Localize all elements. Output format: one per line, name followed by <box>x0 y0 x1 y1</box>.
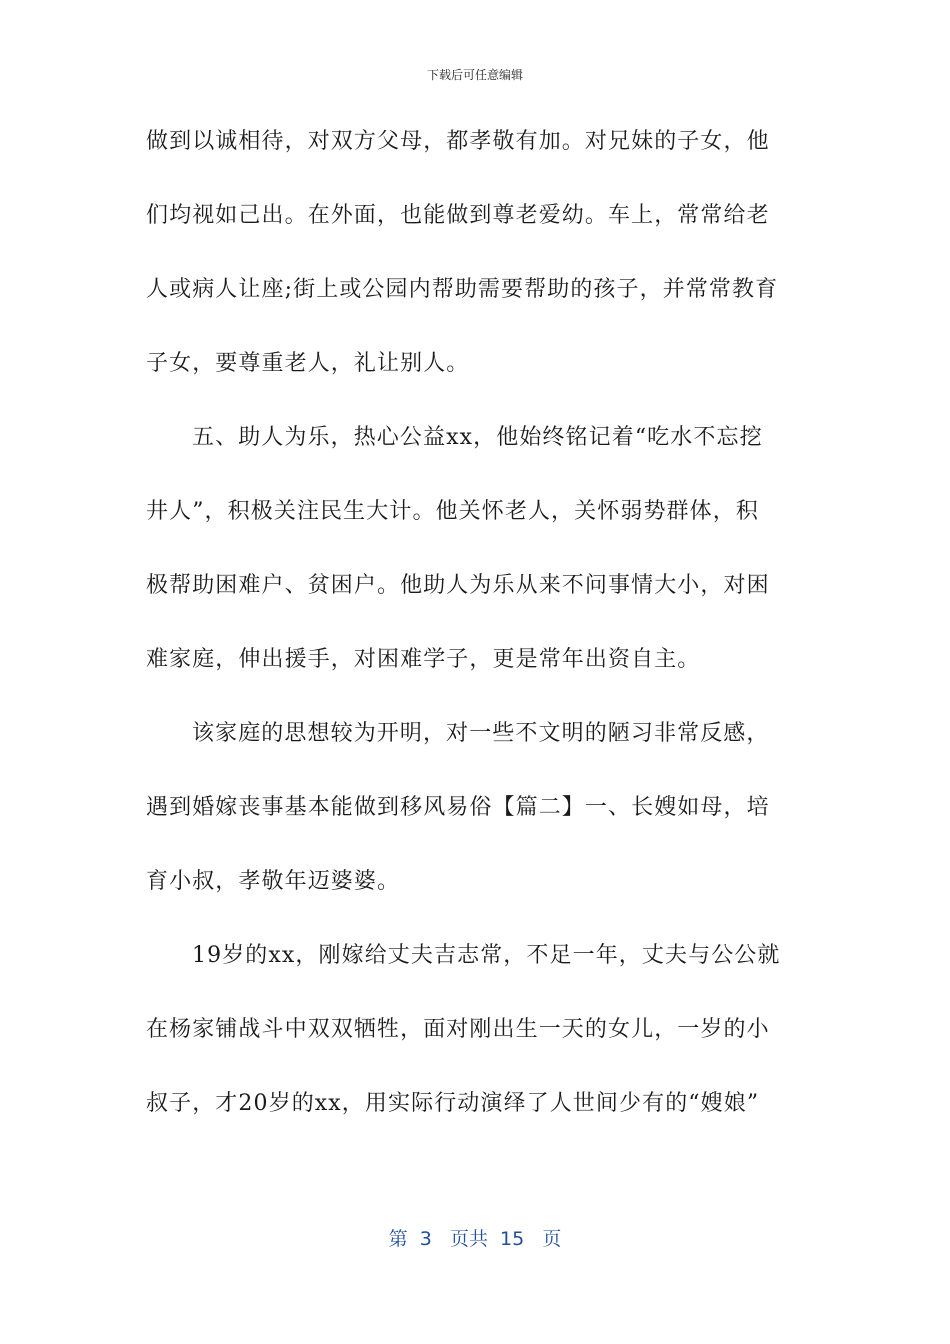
body-line: 井人”，积极关注民生大计。他关怀老人，关怀弱势群体，积 <box>146 499 759 524</box>
body-line: 遇到婚嫁丧事基本能做到移风易俗【篇二】一、长嫂如母，培 <box>146 795 770 820</box>
body-line: 极帮助困难户、贫困户。他助人为乐从来不问事情大小，对困 <box>146 573 770 598</box>
body-line: 子女，要尊重老人，礼让别人。 <box>146 351 470 376</box>
body-line: 们均视如己出。在外面，也能做到尊老爱幼。车上，常常给老 <box>146 203 770 228</box>
body-line: 19岁的xx，刚嫁给丈夫吉志常，不足一年，丈夫与公公就 <box>192 943 781 968</box>
page-header: 下载后可任意编辑 <box>426 68 523 82</box>
body-line: 育小叔，孝敬年迈婆婆。 <box>146 869 401 894</box>
page-number-footer: 第 3 页共 15 页 <box>388 1228 562 1250</box>
body-line: 难家庭，伸出援手，对困难学子，更是常年出资自主。 <box>146 647 701 672</box>
body-line: 在杨家铺战斗中双双牺牲，面对刚出生一天的女儿，一岁的小 <box>146 1017 770 1042</box>
body-line: 叔子，才20岁的xx，用实际行动演绎了人世间少有的“嫂娘” <box>146 1091 760 1116</box>
body-line: 做到以诚相待，对双方父母，都孝敬有加。对兄妹的子女，他 <box>146 129 770 154</box>
body-line: 人或病人让座;街上或公园内帮助需要帮助的孩子，并常常教育 <box>146 277 779 302</box>
body-line: 该家庭的思想较为开明，对一些不文明的陋习非常反感， <box>192 721 770 746</box>
body-line: 五、助人为乐，热心公益xx，他始终铭记着“吃水不忘挖 <box>192 425 763 450</box>
